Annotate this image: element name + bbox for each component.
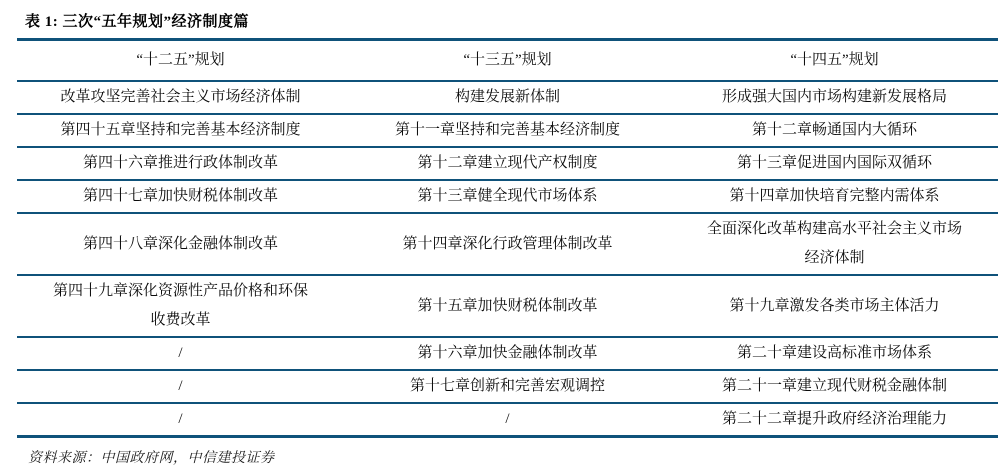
table-cell: 第二十一章建立现代财税金融体制: [671, 370, 998, 403]
table-row: [17, 213, 998, 275]
table-row: [17, 370, 998, 403]
table-row: [17, 180, 998, 213]
table-cell: /: [17, 370, 344, 403]
table-header: [17, 40, 998, 82]
five-year-plan-table: [17, 38, 998, 438]
table-cell: 第十一章坚持和完善基本经济制度: [344, 114, 671, 147]
table-cell: 第四十五章坚持和完善基本经济制度: [17, 114, 344, 147]
table-cell: 第十三章促进国内国际双循环: [671, 147, 998, 180]
data-source-note: 资料来源：中国政府网，中信建投证券: [28, 451, 275, 466]
column-header-14th-plan: “十四五”规划: [671, 40, 998, 82]
table-cell: 第十二章建立现代产权制度: [344, 147, 671, 180]
table-cell: 构建发展新体制: [344, 81, 671, 114]
column-header-12th-plan: “十二五”规划: [17, 40, 344, 82]
table-row: [17, 147, 998, 180]
header-row: [17, 40, 998, 82]
table-cell: 改革攻坚完善社会主义市场经济体制: [17, 81, 344, 114]
table-cell: 第十九章激发各类市场主体活力: [671, 275, 998, 337]
table-row: [17, 403, 998, 437]
table-row: [17, 337, 998, 370]
table-cell: 第十二章畅通国内大循环: [671, 114, 998, 147]
table-cell: 第十三章健全现代市场体系: [344, 180, 671, 213]
table-cell: /: [17, 337, 344, 370]
table-cell: 第十六章加快金融体制改革: [344, 337, 671, 370]
table-row: [17, 81, 998, 114]
table-cell: 第四十八章深化金融体制改革: [17, 213, 344, 275]
column-header-13th-plan: “十三五”规划: [344, 40, 671, 82]
table-cell: 第四十七章加快财税体制改革: [17, 180, 344, 213]
table-cell: 第十四章深化行政管理体制改革: [344, 213, 671, 275]
table-cell: /: [344, 403, 671, 437]
table-title: 表 1: 三次“五年规划”经济制度篇: [25, 14, 249, 30]
table-cell: 第四十六章推进行政体制改革: [17, 147, 344, 180]
table-row: [17, 275, 998, 337]
table-cell: 第十四章加快培育完整内需体系: [671, 180, 998, 213]
table-cell: 第二十章建设高标准市场体系: [671, 337, 998, 370]
table-body: [17, 81, 998, 437]
table-cell: 形成强大国内市场构建新发展格局: [671, 81, 998, 114]
table-cell: /: [17, 403, 344, 437]
table-cell: 全面深化改革构建高水平社会主义市场经济体制: [671, 213, 998, 275]
table-cell: 第二十二章提升政府经济治理能力: [671, 403, 998, 437]
table-cell: 第十七章创新和完善宏观调控: [344, 370, 671, 403]
table-row: [17, 114, 998, 147]
table-cell: 第十五章加快财税体制改革: [344, 275, 671, 337]
table-cell: 第四十九章深化资源性产品价格和环保收费改革: [17, 275, 344, 337]
